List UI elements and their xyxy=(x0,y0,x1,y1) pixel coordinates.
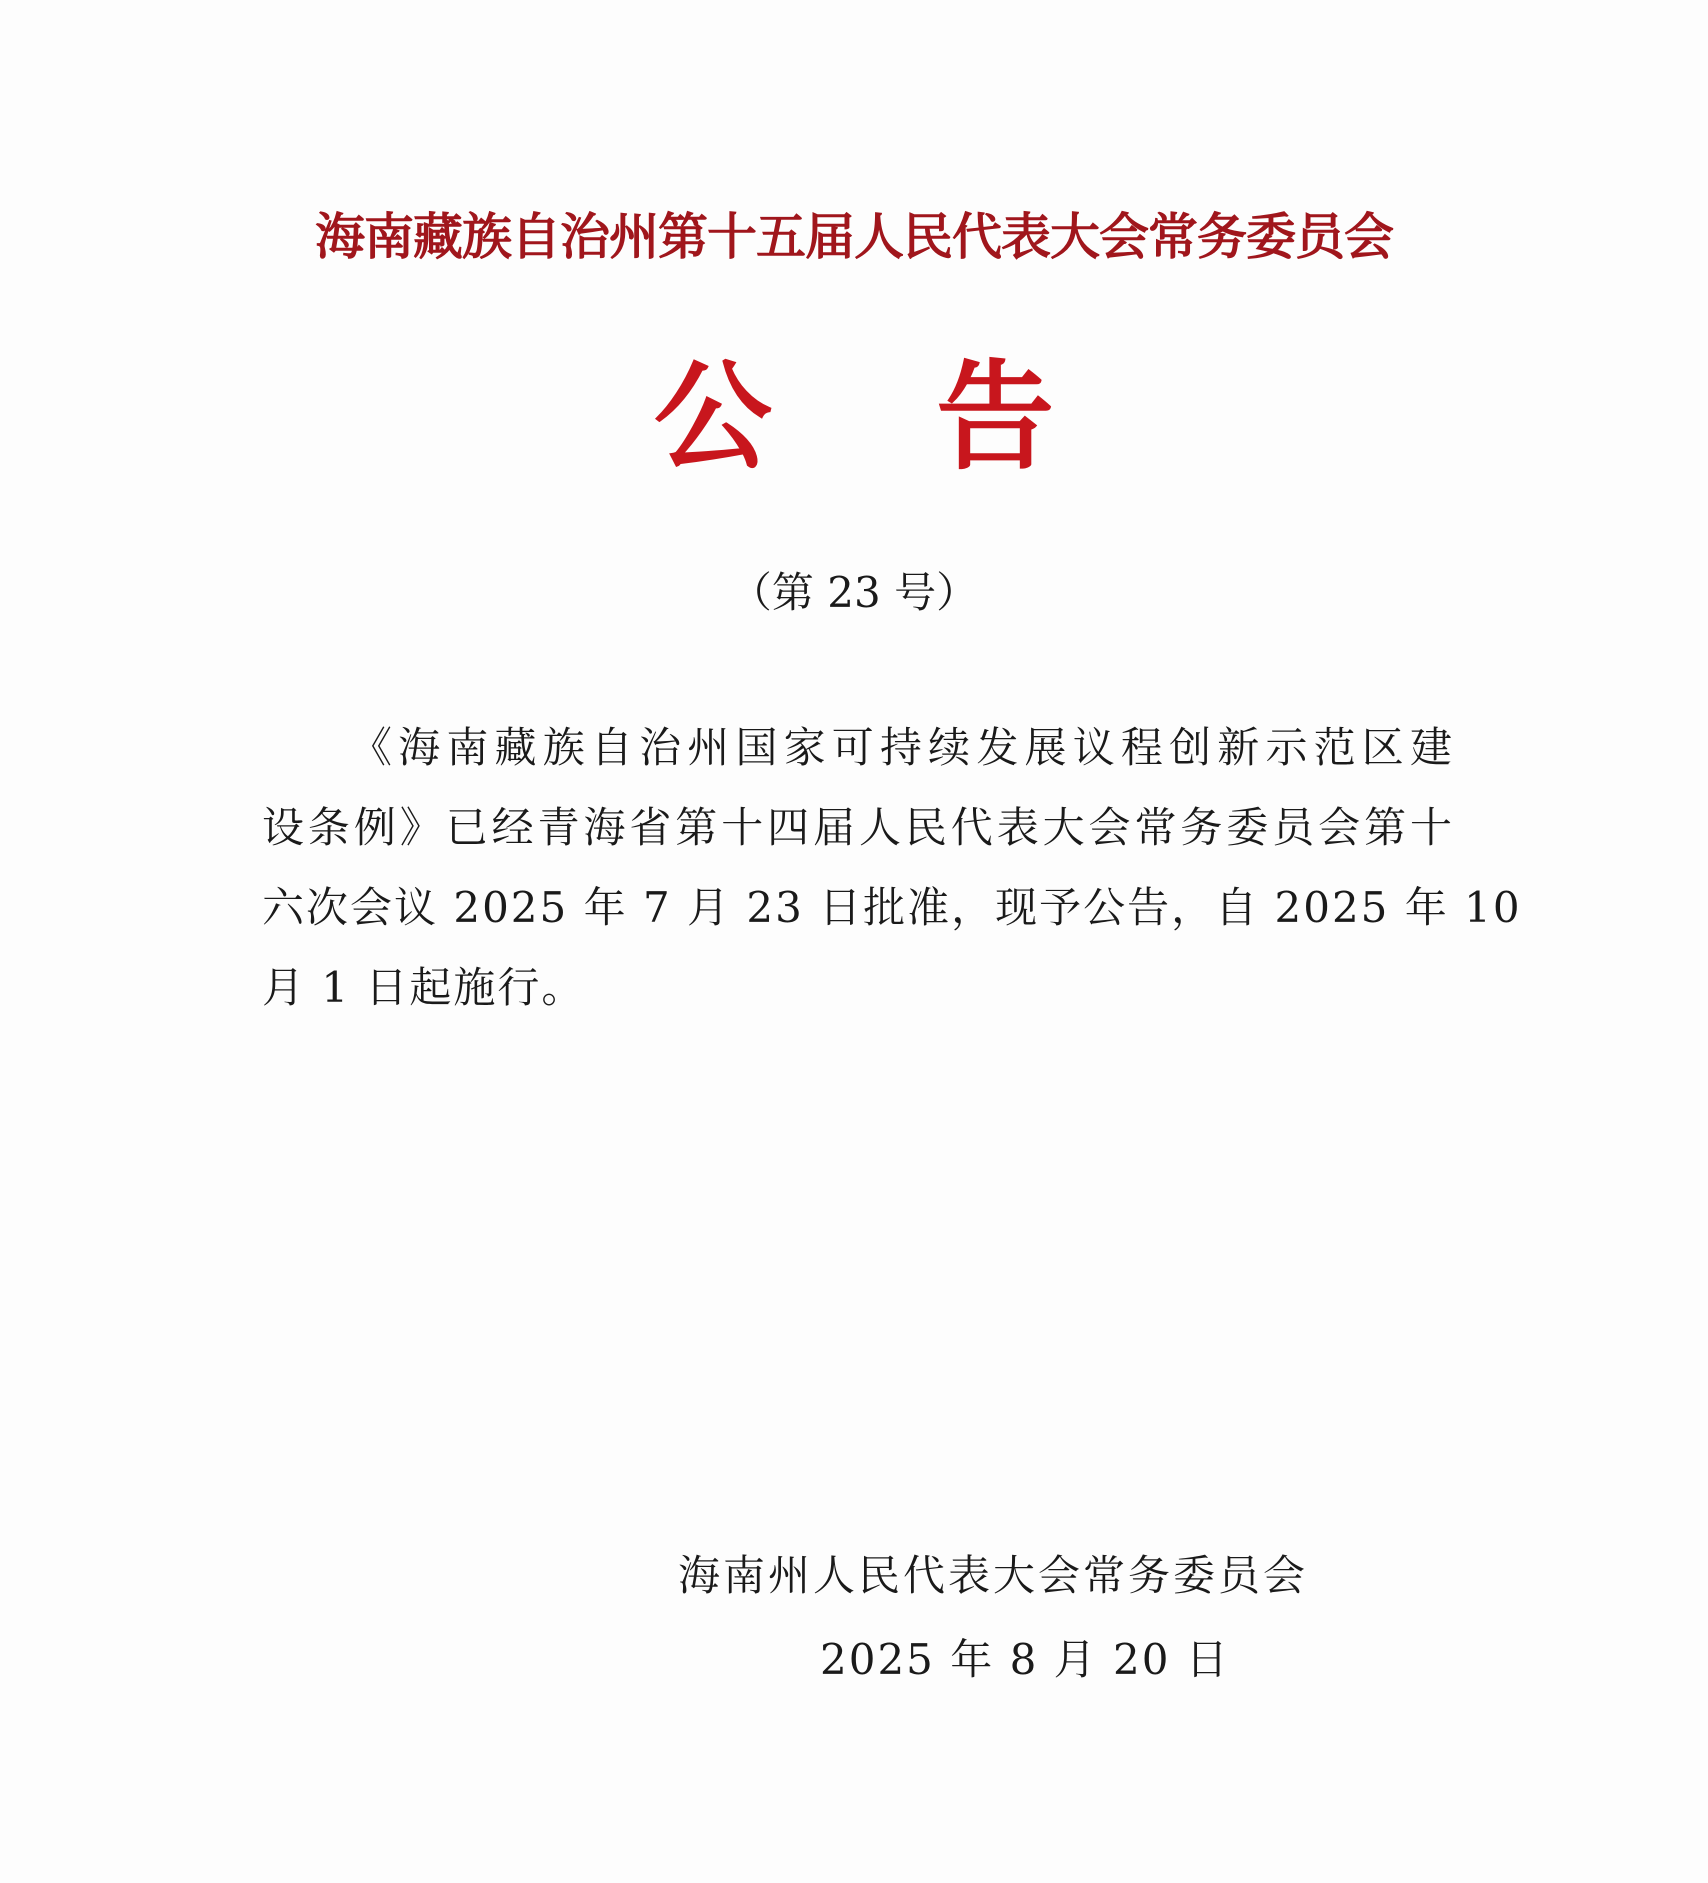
body-line: 设条例》已经青海省第十四届人民代表大会常务委员会第十 xyxy=(262,803,1454,852)
body-line: 月 1 日起施行。 xyxy=(262,963,586,1012)
announcement-body xyxy=(262,708,1522,1028)
body-line: 《海南藏族自治州国家可持续发展议程创新示范区建 xyxy=(350,723,1454,772)
issuer-heading: 海南藏族自治州第十五届人民代表大会常务委员会 xyxy=(315,207,1393,266)
signing-date: 2025 年 8 月 20 日 xyxy=(820,1635,1230,1684)
body-line: 六次会议 2025 年 7 月 23 日批准，现予公告，自 2025 年 10 xyxy=(262,883,1522,932)
document-number: （第 23 号） xyxy=(729,568,979,617)
signatory: 海南州人民代表大会常务委员会 xyxy=(678,1551,1309,1600)
document-title: 公 告 xyxy=(653,347,1055,486)
